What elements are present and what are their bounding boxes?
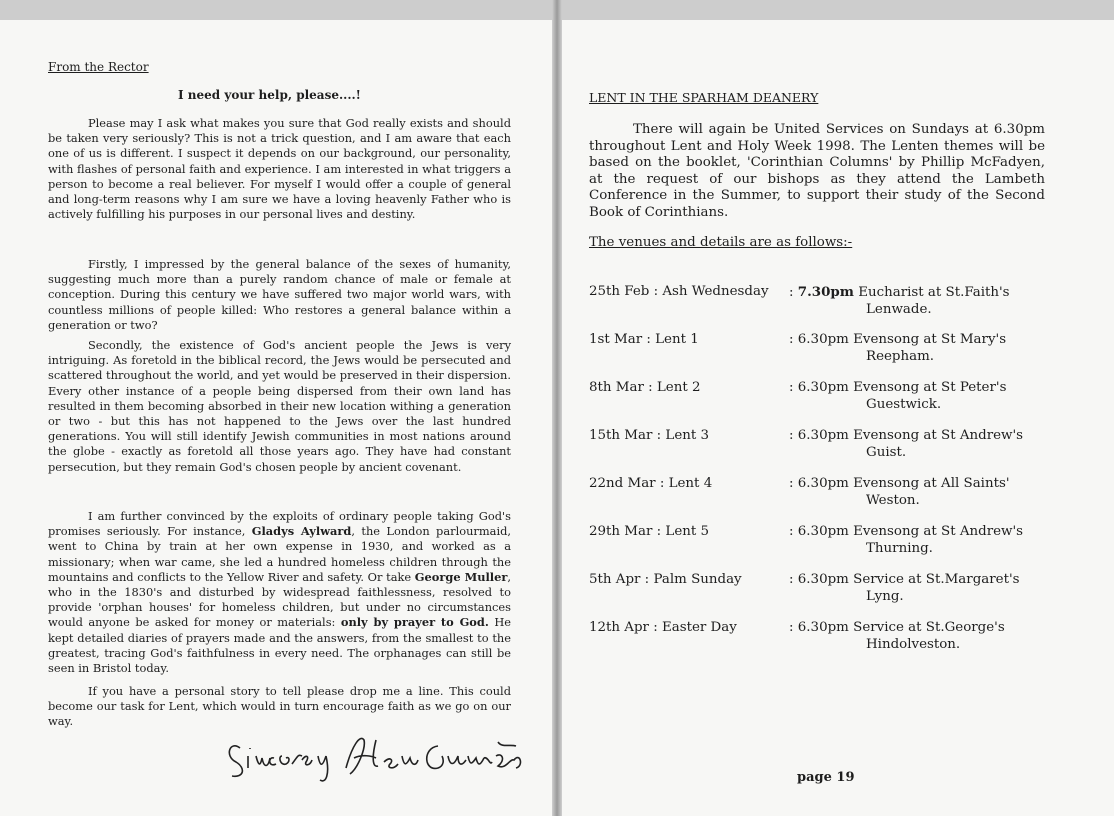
rector-heading: From the Rector bbox=[48, 60, 149, 74]
paragraph-3-text: Secondly, the existence of God's ancient people the Jews is very intriguing. As foretold in the biblical record, the Jews would be persecuted and scattered throughout the world, and yet would be preserved in their dispersion. Every other instance of a people being dispersed from their own land has resulted in them becoming absorbed in their new location withing a generation or two - but this has not happened to the Jews over the last hundred generations. You will still identify Jewish communities in most nations around the globe - exactly as foretold all those years ago. They have had constant persecution, but they remain God's chosen people by ancient covenant. bbox=[48, 338, 511, 474]
gladys-aylward-name: Gladys Aylward bbox=[251, 524, 352, 539]
schedule-place: Reepham. bbox=[866, 348, 935, 364]
schedule-time: 6.30pm bbox=[797, 572, 849, 587]
schedule-date: 12th Apr : Easter Day bbox=[589, 620, 737, 635]
schedule-place: Lyng. bbox=[866, 588, 904, 604]
schedule-row bbox=[589, 428, 1089, 476]
letter-paragraph-1 bbox=[48, 116, 511, 222]
schedule-detail: : 6.30pm Evensong at St Peter's Guestwick. bbox=[789, 380, 1089, 413]
service-schedule bbox=[589, 284, 1089, 668]
schedule-detail: : 6.30pm Service at St.Margaret's Lyng. bbox=[789, 572, 1089, 605]
schedule-service: Service at St.Margaret's bbox=[853, 572, 1020, 587]
book-gutter bbox=[552, 0, 562, 816]
page-number: page 19 bbox=[797, 770, 855, 785]
schedule-date: 5th Apr : Palm Sunday bbox=[589, 572, 742, 587]
george-muller-name: George Muller bbox=[414, 569, 508, 584]
letter-paragraph-4 bbox=[48, 509, 511, 676]
lent-intro bbox=[589, 122, 1045, 222]
schedule-place: Guestwick. bbox=[866, 396, 942, 412]
paragraph-2-text: Firstly, I impressed by the general balance of the sexes of humanity, suggesting much more than a purely random chance of male or female at conception. During this century we have suffered two major world wars, with countless millions of people killed: Who restores a general balance within a generation or two? bbox=[48, 257, 511, 332]
schedule-place: Thurning. bbox=[866, 540, 933, 556]
letter-subheading: I need your help, please....! bbox=[178, 88, 361, 102]
handwritten-signature bbox=[226, 726, 526, 786]
paragraph-1-text: Please may I ask what makes you sure that God really exists and should be taken very seriously? This is not a trick question, and I am aware that each one of us is different. I suspect it depends on our background, our personality, with flashes of personal faith and experience. I am interested in what triggers a person to become a real believer. For myself I would offer a couple of general and long-term reasons why I am sure we have a loving heavenly Father who is actively fulfilling his purposes in our personal lives and destiny. bbox=[48, 116, 511, 222]
left-page bbox=[0, 20, 552, 816]
schedule-detail: : 6.30pm Service at St.George's Hindolveston. bbox=[789, 620, 1089, 653]
schedule-row bbox=[589, 572, 1089, 620]
schedule-time: 6.30pm bbox=[797, 524, 849, 539]
schedule-date: 29th Mar : Lent 5 bbox=[589, 524, 710, 539]
paragraph-4-text-c: , the London parlourmaid, went to China by train at her own expense in 1930, and worked as a missionary; when war came, she led a hundred homeless children through the mountains and conflicts to the Yellow River and safety. Or take bbox=[48, 524, 512, 584]
venues-heading: The venues and details are as follows:- bbox=[589, 235, 853, 250]
paragraph-4-text-e: He kept detailed diaries of prayers made and the answers, from the smallest to the greatest, tracing God's faithfulness in every need. The orphanages can still be seen in Bristol today. bbox=[48, 615, 511, 676]
schedule-row bbox=[589, 476, 1089, 524]
schedule-detail: : 7.30pm Eucharist at St.Faith's Lenwade. bbox=[789, 284, 1089, 318]
schedule-row bbox=[589, 332, 1089, 380]
paragraph-4-text-a: I am further convinced by the exploits of ordinary people taking God's promises seriously. For instance, bbox=[48, 509, 511, 539]
lent-intro-text: There will again be United Services on Sundays at 6.30pm throughout Lent and Holy Week 1998. The Lenten themes will be based on the booklet, 'Corinthian Columns' by Phillip McFadyen, at the request of our bishops as they attend the Lambeth Conference in the Summer, to support their study of the Second Book of Corinthians. bbox=[589, 122, 1045, 220]
schedule-time: 6.30pm bbox=[797, 332, 849, 347]
schedule-row bbox=[589, 284, 1089, 332]
schedule-time: 6.30pm bbox=[797, 428, 849, 443]
letter-paragraph-3 bbox=[48, 338, 511, 475]
schedule-place: Hindolveston. bbox=[866, 636, 961, 652]
schedule-row bbox=[589, 380, 1089, 428]
schedule-row bbox=[589, 620, 1089, 668]
schedule-row bbox=[589, 524, 1089, 572]
schedule-service: Evensong at St Peter's bbox=[853, 380, 1007, 395]
schedule-service: Evensong at St Andrew's bbox=[853, 524, 1024, 539]
schedule-service: Evensong at St Andrew's bbox=[853, 428, 1024, 443]
schedule-service: Evensong at St Mary's bbox=[853, 332, 1007, 347]
schedule-place: Guist. bbox=[866, 444, 907, 460]
schedule-service: Evensong at All Saints' bbox=[853, 476, 1010, 491]
schedule-detail: : 6.30pm Evensong at St Mary's Reepham. bbox=[789, 332, 1089, 365]
schedule-detail: : 6.30pm Evensong at St Andrew's Thurning. bbox=[789, 524, 1089, 557]
schedule-date: 8th Mar : Lent 2 bbox=[589, 380, 701, 395]
schedule-place: Weston. bbox=[866, 492, 920, 508]
paragraph-4-text-d: , who in the 1830's and disturbed by widespread faithlessness, resolved to provide 'orphan houses' for homeless children, but under no circumstances would anyone be asked for money or materials: bbox=[48, 569, 512, 630]
schedule-date: 1st Mar : Lent 1 bbox=[589, 332, 699, 347]
schedule-service: Eucharist at St.Faith's bbox=[858, 285, 1010, 300]
schedule-date: 25th Feb : Ash Wednesday bbox=[589, 284, 769, 299]
lent-title: LENT IN THE SPARHAM DEANERY bbox=[589, 90, 819, 105]
schedule-place: Lenwade. bbox=[866, 301, 932, 317]
schedule-service: Service at St.George's bbox=[853, 620, 1005, 635]
schedule-detail: : 6.30pm Evensong at All Saints' Weston. bbox=[789, 476, 1089, 509]
prayer-emphasis: only by prayer to God. bbox=[340, 615, 489, 630]
schedule-date: 22nd Mar : Lent 4 bbox=[589, 476, 713, 491]
letter-paragraph-5 bbox=[48, 684, 511, 730]
schedule-date: 15th Mar : Lent 3 bbox=[589, 428, 710, 443]
letter-paragraph-2 bbox=[48, 257, 511, 333]
schedule-time: 6.30pm bbox=[797, 380, 849, 395]
schedule-time: 6.30pm bbox=[797, 620, 849, 635]
schedule-detail: : 6.30pm Evensong at St Andrew's Guist. bbox=[789, 428, 1089, 461]
schedule-time: 7.30pm bbox=[797, 284, 854, 300]
paragraph-5-text: If you have a personal story to tell please drop me a line. This could become our task for Lent, which would in turn encourage faith as we go on our way. bbox=[48, 684, 511, 729]
right-page bbox=[562, 20, 1114, 816]
schedule-time: 6.30pm bbox=[797, 476, 849, 491]
